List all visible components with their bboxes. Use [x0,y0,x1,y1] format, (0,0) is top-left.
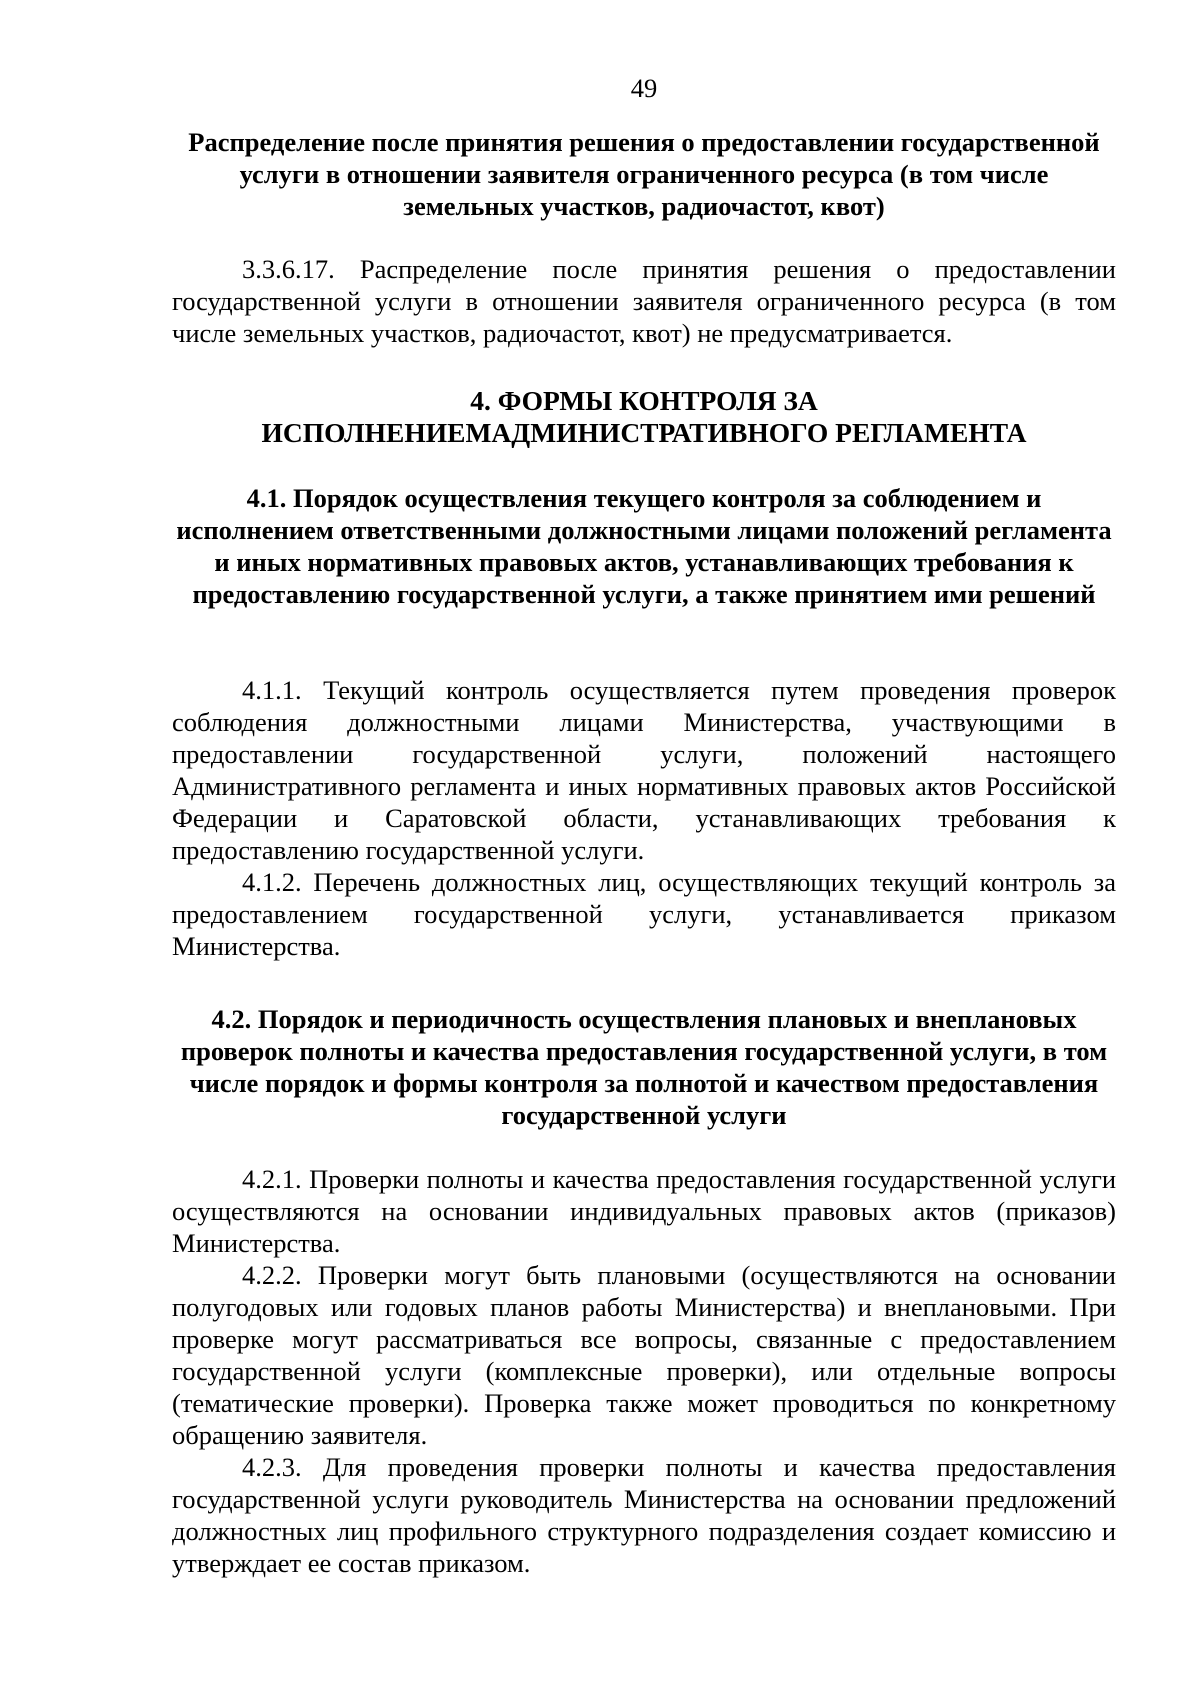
paragraph-4-2-1: 4.2.1. Проверки полноты и качества предоставления государственной услуги осуществляются на основании индивидуальных правовых актов (приказов) Министерства. [172,1164,1116,1258]
chapter-4-title-line-2: ИСПОЛНЕНИЕМАДМИНИСТРАТИВНОГО РЕГЛАМЕНТА [261,417,1027,448]
section-4-2-heading: 4.2. Порядок и периодичность осуществления плановых и внеплановых проверок полноты и качества предоставления государственной услуги, в том числе порядок и формы контроля за полнотой и качеством предоставления государственной услуги [180,1004,1108,1130]
chapter-4-title-line-1: 4. ФОРМЫ КОНТРОЛЯ ЗА [470,385,818,416]
paragraph-4-2-2: 4.2.2. Проверки могут быть плановыми (осуществляются на основании полугодовых или годовых планов работы Министерства) и внеплановыми. При проверке могут рассматриваться все вопросы, связанные с предоставлением государственной услуги (комплексные проверки), или отдельные вопросы (тематические проверки). Проверка также может проводиться по конкретному обращению заявителя. [172,1260,1116,1450]
section-3-3-6-heading: Распределение после принятия решения о предоставлении государственной услуги в отношении заявителя ограниченного ресурса (в том числе земельных участков, радиочастот, квот) [188,127,1100,221]
paragraph-4-1-1: 4.1.1. Текущий контроль осуществляется путем проведения проверок соблюдения должностными лицами Министерства, участвующими в предоставлении государственной услуги, положений настоящего Административного регламента и иных нормативных правовых актов Российской Федерации и Саратовской области, устанавливающих требования к предоставлению государственной услуги. [172,675,1116,865]
paragraph-3-3-6-17: 3.3.6.17. Распределение после принятия решения о предоставлении государственной услуги в отношении заявителя ограниченного ресурса (в том числе земельных участков, радиочастот, квот) не предусматривается. [172,254,1116,348]
paragraph-4-2-3: 4.2.3. Для проведения проверки полноты и качества предоставления государственной услуги руководитель Министерства на основании предложений должностных лиц профильного структурного подразделения создает комиссию и утверждает ее состав приказом. [172,1452,1116,1578]
chapter-4-title [172,385,1116,449]
paragraph-4-1-2: 4.1.2. Перечень должностных лиц, осуществляющих текущий контроль за предоставлением государственной услуги, устанавливается приказом Министерства. [172,867,1116,961]
page-number: 49 [630,73,658,103]
section-4-1-heading: 4.1. Порядок осуществления текущего контроля за соблюдением и исполнением ответственными должностными лицами положений регламента и иных нормативных правовых актов, устанавливающих требования к предоставлению государственной услуги, а также принятием ими решений [176,483,1112,609]
